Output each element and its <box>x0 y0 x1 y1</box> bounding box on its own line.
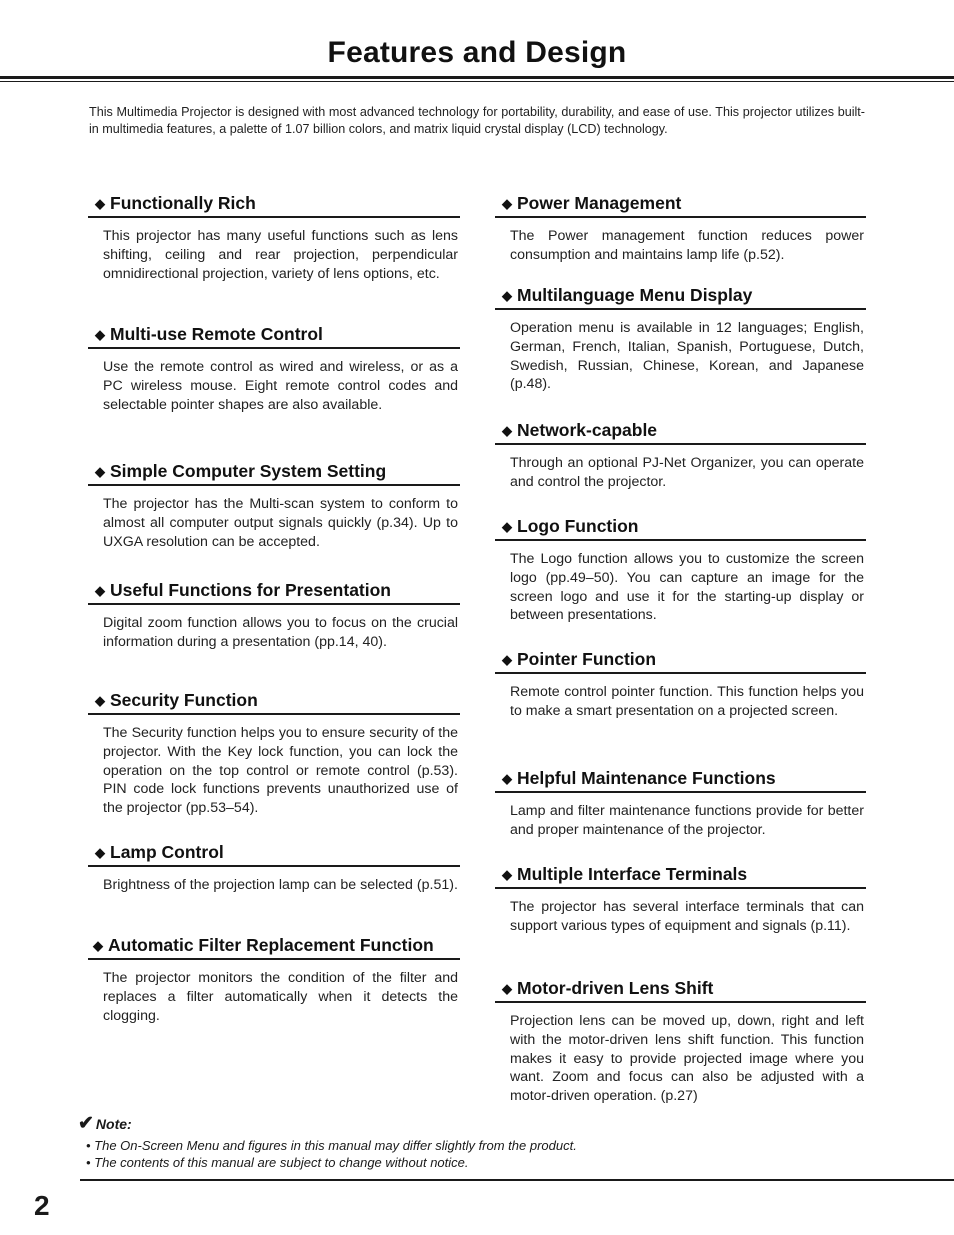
note-list <box>86 1138 577 1171</box>
section-logo-function <box>495 516 866 625</box>
section-heading-text: Power Management <box>517 193 682 213</box>
section-heading <box>495 978 866 1003</box>
section-functionally-rich <box>88 193 460 283</box>
section-heading-text: Lamp Control <box>110 842 224 862</box>
section-body: Lamp and filter maintenance functions provide for better and proper maintenance of the projector. <box>510 803 864 838</box>
diamond-bullet-icon: ◆ <box>95 693 105 708</box>
section-heading <box>495 285 866 310</box>
diamond-bullet-icon: ◆ <box>95 845 105 860</box>
section-heading-text: Pointer Function <box>517 649 657 669</box>
section-heading <box>88 690 460 715</box>
section-multilanguage-menu-display <box>495 285 866 394</box>
section-heading <box>88 842 460 867</box>
section-body: Digital zoom function allows you to focus on the crucial information during a presentation (pp.14, 40). <box>103 615 458 650</box>
section-security-function <box>88 690 460 818</box>
diamond-bullet-icon: ◆ <box>95 196 105 211</box>
section-heading <box>88 193 460 218</box>
section-body: The Security function helps you to ensure security of the projector. With the Key lock function, you can lock the operation on the top control or remote control (p.53). PIN code lock functions prevents unauthorized use of the projector (pp.53–54). <box>103 725 458 817</box>
section-body: The projector has the Multi-scan system to conform to almost all computer output signals quickly (p.34). Up to UXGA resolution can be accepted. <box>103 496 458 550</box>
section-body: This projector has many useful functions such as lens shifting, ceiling and rear projection, perpendicular omnidirectional projection, variety of lens options, etc. <box>103 228 458 282</box>
section-multiple-interface-terminals <box>495 864 866 936</box>
title-rule-thin <box>0 81 954 82</box>
diamond-bullet-icon: ◆ <box>502 652 512 667</box>
diamond-bullet-icon: ◆ <box>502 771 512 786</box>
section-heading-text: Functionally Rich <box>110 193 256 213</box>
section-heading-text: Helpful Maintenance Functions <box>517 768 776 788</box>
note-item: • The contents of this manual are subject to change without notice. <box>86 1154 469 1170</box>
section-power-management <box>495 193 866 265</box>
section-heading <box>495 768 866 793</box>
section-body: Brightness of the projection lamp can be selected (p.51). <box>103 877 458 893</box>
section-motor-driven-lens-shift <box>495 978 866 1106</box>
section-body: The Logo function allows you to customize the screen logo (pp.49–50). You can capture an image for the screen logo and use it for the starting-up display or between presentations. <box>510 551 864 624</box>
diamond-bullet-icon: ◆ <box>502 867 512 882</box>
section-heading <box>495 193 866 218</box>
section-heading-text: Useful Functions for Presentation <box>110 580 391 600</box>
section-heading-text: Multilanguage Menu Display <box>517 285 753 305</box>
diamond-bullet-icon: ◆ <box>95 327 105 342</box>
section-body: The projector has several interface terminals that can support various types of equipment and signals (p.11). <box>510 899 864 934</box>
section-heading <box>495 649 866 674</box>
section-pointer-function <box>495 649 866 721</box>
diamond-bullet-icon: ◆ <box>502 288 512 303</box>
section-heading-text: Motor-driven Lens Shift <box>517 978 714 998</box>
section-body: Through an optional PJ-Net Organizer, you can operate and control the projector. <box>510 455 864 490</box>
section-heading-text: Logo Function <box>517 516 639 536</box>
section-heading <box>88 935 460 960</box>
section-body: The projector monitors the condition of the filter and replaces a filter automatically when it detects the clogging. <box>103 970 458 1024</box>
section-body: Remote control pointer function. This function helps you to make a smart presentation on a projected screen. <box>510 684 864 719</box>
section-heading <box>495 864 866 889</box>
section-heading <box>88 580 460 605</box>
title-rule <box>0 76 954 79</box>
section-heading-text: Network-capable <box>517 420 658 440</box>
section-lamp-control <box>88 842 460 895</box>
section-simple-computer-system-setting <box>88 461 460 551</box>
diamond-bullet-icon: ◆ <box>502 519 512 534</box>
section-body: Operation menu is available in 12 languages; English, German, French, Italian, Spanish, Portuguese, Dutch, Swedish, Russian, Chinese, Korean, and Japanese (p.48). <box>510 320 864 393</box>
checkmark-icon: ✔ <box>78 1113 94 1134</box>
section-helpful-maintenance-functions <box>495 768 866 840</box>
note-item: • The On-Screen Menu and figures in this manual may differ slightly from the product. <box>86 1138 577 1153</box>
section-heading <box>495 420 866 445</box>
diamond-bullet-icon: ◆ <box>502 423 512 438</box>
section-heading <box>88 324 460 349</box>
page-number: 2 <box>34 1190 50 1221</box>
section-multi-use-remote-control <box>88 324 460 414</box>
page-title: Features and Design <box>327 36 627 69</box>
section-heading-text: Automatic Filter Replacement Function <box>108 935 434 955</box>
section-heading <box>495 516 866 541</box>
section-heading-text: Multi-use Remote Control <box>110 324 323 344</box>
section-heading-text: Multiple Interface Terminals <box>517 864 748 884</box>
section-automatic-filter-replacement <box>88 935 460 1025</box>
diamond-bullet-icon: ◆ <box>93 938 103 953</box>
intro-paragraph: This Multimedia Projector is designed with most advanced technology for portability, durability, and ease of use. This projector utilizes built-in multimedia features, a palette of 1.07 billion colors, and matrix liquid crystal display (LCD) technology. <box>89 105 865 136</box>
section-heading-text: Security Function <box>110 690 258 710</box>
footer-rule <box>80 1179 954 1181</box>
diamond-bullet-icon: ◆ <box>502 981 512 996</box>
section-useful-functions-presentation <box>88 580 460 652</box>
diamond-bullet-icon: ◆ <box>95 464 105 479</box>
section-body: The Power management function reduces power consumption and maintains lamp life (p.52). <box>510 228 864 263</box>
section-body: Projection lens can be moved up, down, right and left with the motor-driven lens shift function. This function makes it easy to provide projected image where you want. Zoom and focus can also be adjusted with a motor-driven operation. (p.27) <box>510 1013 864 1105</box>
diamond-bullet-icon: ◆ <box>95 583 105 598</box>
section-heading-text: Simple Computer System Setting <box>110 461 387 481</box>
note-heading <box>78 1112 132 1135</box>
note-label: Note: <box>95 1116 132 1132</box>
section-body: Use the remote control as wired and wireless, or as a PC wireless mouse. Eight remote control codes and selectable pointer shapes are also available. <box>103 359 458 413</box>
section-heading <box>88 461 460 486</box>
diamond-bullet-icon: ◆ <box>502 196 512 211</box>
section-network-capable <box>495 420 866 492</box>
